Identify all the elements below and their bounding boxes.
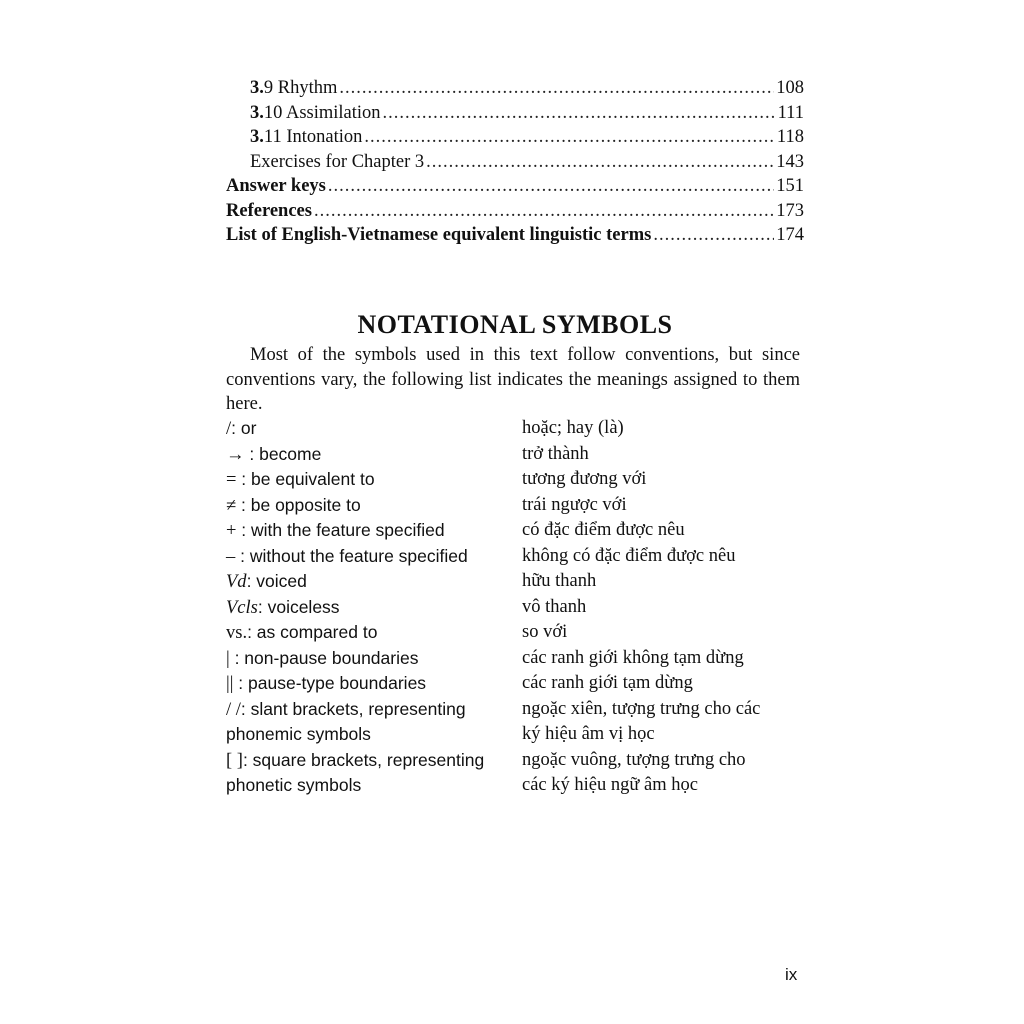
symbol-row bbox=[226, 467, 806, 493]
table-of-contents bbox=[226, 76, 804, 248]
toc-leader-dots bbox=[383, 101, 776, 126]
page-number: ix bbox=[785, 965, 798, 984]
symbol-meaning: : square brackets, representing bbox=[242, 749, 485, 770]
symbol-glyph: ≠ bbox=[226, 495, 237, 516]
symbol-definition-vi: so với bbox=[522, 622, 568, 642]
symbol-row bbox=[226, 595, 806, 621]
symbol-glyph: vs. bbox=[226, 623, 248, 643]
toc-leader-dots bbox=[426, 150, 774, 175]
symbol-definition-en bbox=[226, 646, 522, 672]
symbol-meaning: : or bbox=[231, 418, 257, 438]
symbol-meaning: : non-pause boundaries bbox=[229, 647, 419, 668]
symbol-meaning: : slant brackets, representing bbox=[240, 698, 466, 719]
toc-page-number: 173 bbox=[776, 200, 804, 221]
symbol-definition-en bbox=[226, 416, 522, 442]
symbol-glyph: / / bbox=[226, 699, 241, 720]
symbol-meaning: : be equivalent to bbox=[236, 469, 375, 489]
symbol-definition-en bbox=[226, 442, 522, 468]
toc-entry bbox=[226, 199, 804, 224]
symbol-glyph: – bbox=[226, 546, 236, 567]
symbol-glyph: Vd bbox=[226, 572, 247, 592]
toc-page-number: 143 bbox=[776, 151, 804, 172]
symbol-definition-vi: ngoặc xiên, tượng trưng cho các bbox=[522, 698, 761, 719]
symbol-glyph: || bbox=[226, 674, 234, 694]
symbol-definition-vi: vô thanh bbox=[522, 596, 587, 617]
toc-label: 3.9 Rhythm bbox=[250, 78, 338, 98]
intro-paragraph: Most of the symbols used in this text follow conventions, but since conventions vary, the following list indicates the meanings assigned to them here. bbox=[226, 345, 800, 414]
toc-entry bbox=[226, 223, 804, 248]
toc-entry bbox=[226, 76, 804, 101]
symbol-definition-en bbox=[226, 620, 522, 646]
symbol-row bbox=[226, 646, 806, 672]
symbol-definition-en bbox=[226, 467, 522, 493]
symbol-meaning: : without the feature specified bbox=[235, 545, 468, 566]
symbol-row bbox=[226, 544, 806, 570]
symbol-definition-vi: hoặc; hay (là) bbox=[522, 418, 624, 438]
toc-label: 3.10 Assimilation bbox=[250, 102, 381, 123]
symbol-definition-en bbox=[226, 544, 522, 570]
symbol-definition-en bbox=[226, 671, 522, 697]
symbol-definition-en bbox=[226, 748, 522, 774]
toc-entry bbox=[226, 101, 804, 126]
symbol-row bbox=[226, 697, 806, 723]
toc-leader-dots bbox=[364, 125, 775, 150]
toc-page-number: 174 bbox=[776, 225, 804, 245]
symbol-meaning: : voiced bbox=[246, 571, 307, 591]
symbol-meaning: : voiceless bbox=[257, 596, 340, 617]
symbol-meaning: phonetic symbols bbox=[226, 775, 362, 795]
toc-entry bbox=[226, 174, 804, 199]
symbol-definition-vi: ngoặc vuông, tượng trưng cho bbox=[522, 749, 746, 770]
symbol-definition-vi: hữu thanh bbox=[522, 571, 597, 591]
symbol-row bbox=[226, 416, 806, 442]
toc-entry bbox=[226, 125, 804, 150]
toc-leader-dots bbox=[328, 174, 774, 199]
symbol-definition-vi: trái ngược với bbox=[522, 494, 627, 515]
symbol-definition-en bbox=[226, 569, 522, 595]
symbol-definition-en bbox=[226, 595, 522, 621]
symbol-definition-vi: có đặc điểm được nêu bbox=[522, 520, 685, 540]
symbol-meaning: : pause-type boundaries bbox=[233, 673, 427, 693]
symbol-glyph: Vcls bbox=[226, 597, 258, 618]
toc-label: List of English-Vietnamese equivalent linguistic terms bbox=[226, 225, 652, 245]
symbol-row bbox=[226, 569, 806, 595]
toc-leader-dots bbox=[314, 199, 774, 224]
symbol-definition-en bbox=[226, 697, 522, 723]
section-title: NOTATIONAL SYMBOLS bbox=[357, 310, 673, 339]
symbol-meaning: : with the feature specified bbox=[236, 520, 445, 540]
symbol-row bbox=[226, 671, 806, 697]
symbol-glyph: | bbox=[226, 648, 230, 669]
symbol-definition-en bbox=[226, 773, 522, 799]
symbol-definition-en bbox=[226, 518, 522, 544]
symbol-glyph: [ ] bbox=[226, 750, 243, 771]
symbol-meaning: phonemic symbols bbox=[226, 724, 371, 744]
symbol-row bbox=[226, 748, 806, 774]
toc-entry bbox=[226, 150, 804, 175]
symbol-row bbox=[226, 620, 806, 646]
toc-page-number: 118 bbox=[776, 127, 804, 147]
symbol-definition-en bbox=[226, 493, 522, 519]
symbol-definition-vi: các ký hiệu ngữ âm học bbox=[522, 775, 698, 795]
symbol-row bbox=[226, 493, 806, 519]
toc-page-number: 151 bbox=[776, 176, 804, 196]
symbol-glyph: / bbox=[226, 419, 232, 439]
symbol-meaning: : as compared to bbox=[247, 622, 378, 642]
toc-leader-dots bbox=[653, 223, 774, 248]
symbol-glyph: = bbox=[226, 470, 237, 490]
symbol-row bbox=[226, 773, 806, 799]
symbol-meaning: : be opposite to bbox=[236, 494, 361, 515]
toc-label: 3.11 Intonation bbox=[250, 127, 363, 147]
symbol-definition-vi: tương đương với bbox=[522, 469, 647, 489]
symbol-row bbox=[226, 442, 806, 468]
toc-page-number: 108 bbox=[776, 78, 804, 98]
symbol-meaning: : become bbox=[244, 443, 322, 464]
toc-leader-dots bbox=[339, 76, 774, 101]
symbol-glyph: → bbox=[226, 444, 245, 465]
symbol-definition-vi: các ranh giới không tạm dừng bbox=[522, 647, 744, 668]
toc-label: References bbox=[226, 200, 312, 221]
symbol-definition-vi: không có đặc điểm được nêu bbox=[522, 545, 736, 566]
symbol-definition-vi: ký hiệu âm vị học bbox=[522, 724, 655, 744]
toc-label: Exercises for Chapter 3 bbox=[250, 151, 425, 172]
toc-page-number: 111 bbox=[777, 102, 804, 123]
symbol-definition-vi: các ranh giới tạm dừng bbox=[522, 673, 693, 693]
symbol-definition-vi: trở thành bbox=[522, 443, 589, 464]
symbol-row bbox=[226, 518, 806, 544]
symbol-definition-en bbox=[226, 722, 522, 748]
symbol-row bbox=[226, 722, 806, 748]
toc-label: Answer keys bbox=[226, 176, 326, 196]
symbol-list bbox=[226, 416, 806, 799]
symbol-glyph: + bbox=[226, 521, 237, 541]
